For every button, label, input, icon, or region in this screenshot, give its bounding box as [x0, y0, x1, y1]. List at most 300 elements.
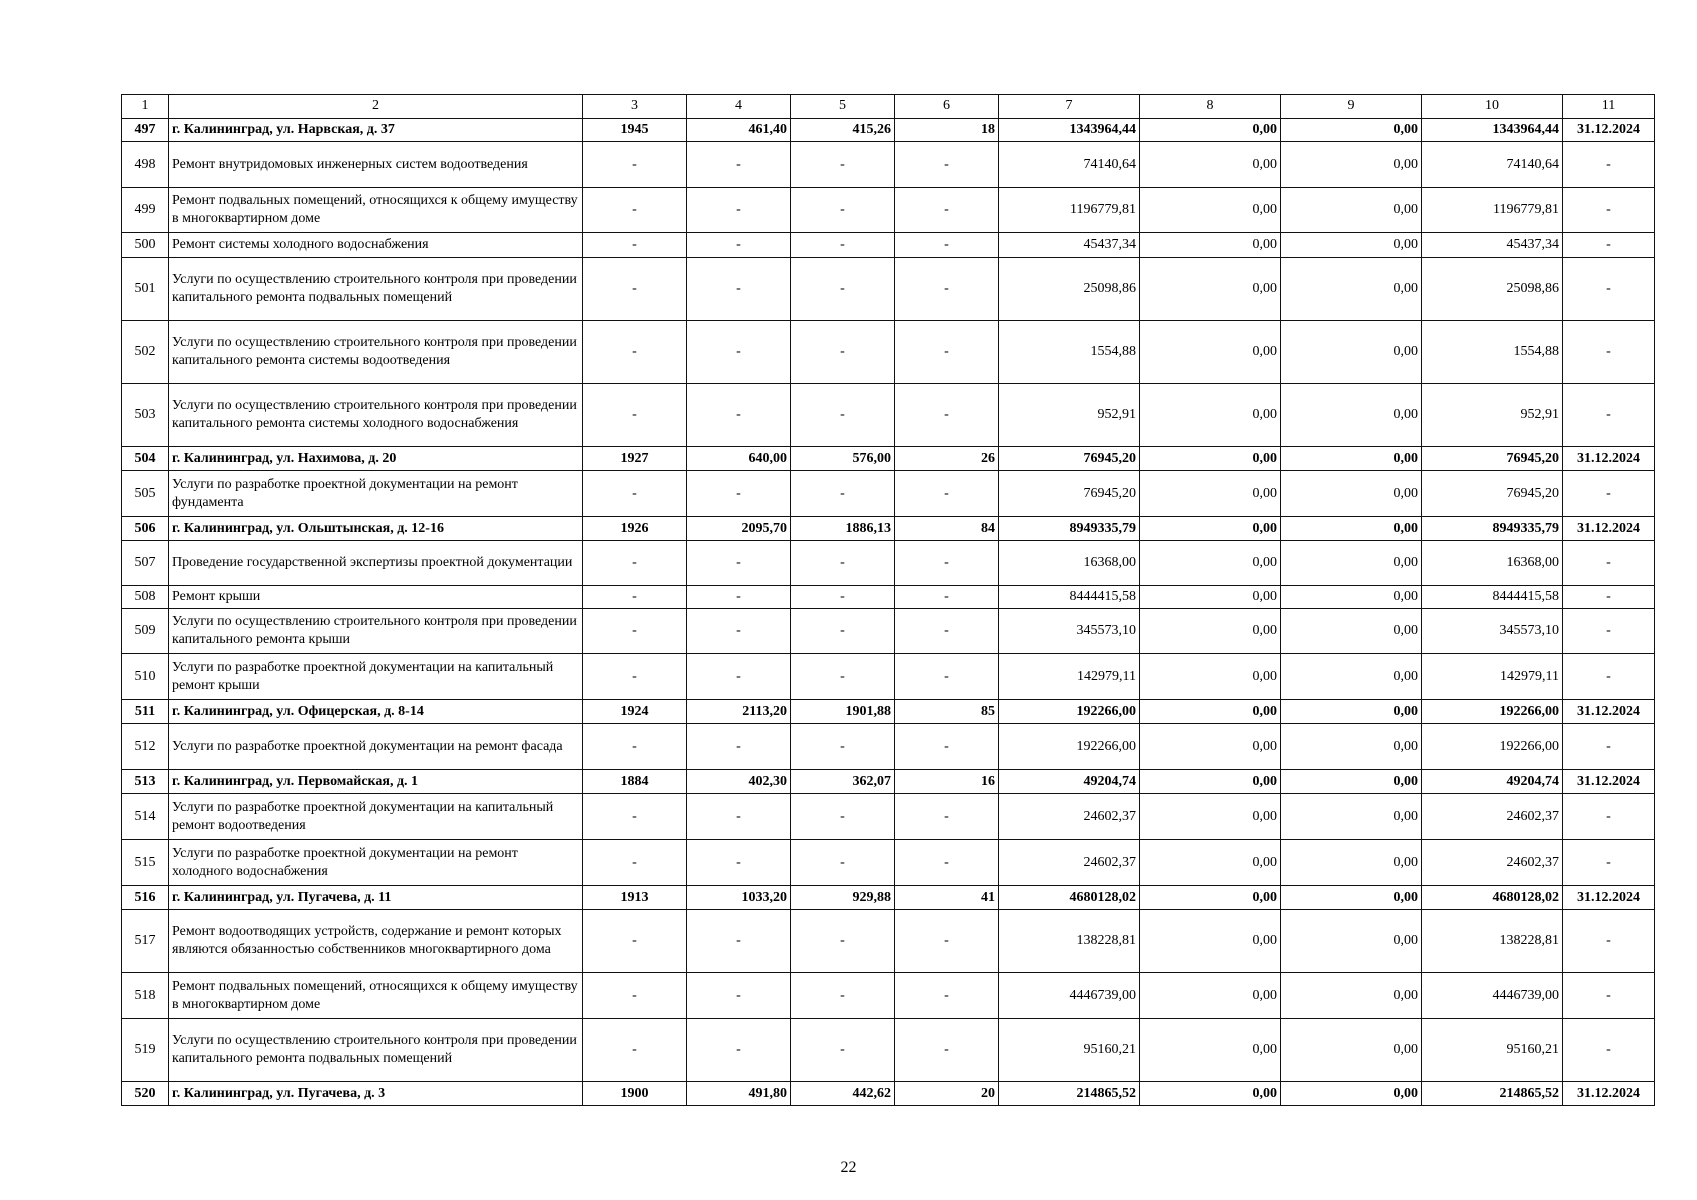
work-row: [122, 258, 1655, 321]
deadline-cell: 31.12.2024: [1563, 517, 1655, 541]
cost-fund-cell: 0,00: [1140, 188, 1281, 233]
cost-owners-cell: 8949335,79: [1422, 517, 1563, 541]
area-total-cell: -: [687, 1019, 791, 1082]
header-cell: 2: [169, 95, 583, 119]
cost-fund-cell: 0,00: [1140, 973, 1281, 1019]
year-cell: -: [583, 321, 687, 384]
year-cell: 1926: [583, 517, 687, 541]
year-cell: -: [583, 586, 687, 609]
deadline-cell: 31.12.2024: [1563, 770, 1655, 794]
cost-budget-cell: 0,00: [1281, 447, 1422, 471]
cost-budget-cell: 0,00: [1281, 384, 1422, 447]
description-cell: г. Калининград, ул. Пугачева, д. 11: [169, 886, 583, 910]
cost-budget-cell: 0,00: [1281, 1082, 1422, 1106]
work-row: [122, 1019, 1655, 1082]
residents-cell: 18: [895, 119, 999, 142]
area-total-cell: -: [687, 258, 791, 321]
cost-fund-cell: 0,00: [1140, 1019, 1281, 1082]
cost-budget-cell: 0,00: [1281, 840, 1422, 886]
cost-budget-cell: 0,00: [1281, 654, 1422, 700]
area-total-cell: -: [687, 142, 791, 188]
cost-owners-cell: 138228,81: [1422, 910, 1563, 973]
row-number-cell: 514: [122, 794, 169, 840]
area-living-cell: -: [791, 384, 895, 447]
area-living-cell: -: [791, 609, 895, 654]
year-cell: -: [583, 973, 687, 1019]
address-row: [122, 447, 1655, 471]
cost-fund-cell: 0,00: [1140, 724, 1281, 770]
header-cell: 4: [687, 95, 791, 119]
header-cell: 8: [1140, 95, 1281, 119]
work-row: [122, 794, 1655, 840]
description-cell: Услуги по осуществлению строительного контроля при проведении капитального ремонта системы водоотведения: [169, 321, 583, 384]
row-number-cell: 513: [122, 770, 169, 794]
cost-fund-cell: 0,00: [1140, 1082, 1281, 1106]
cost-total-cell: 4680128,02: [999, 886, 1140, 910]
area-living-cell: -: [791, 321, 895, 384]
deadline-cell: -: [1563, 258, 1655, 321]
area-total-cell: -: [687, 321, 791, 384]
description-cell: Ремонт подвальных помещений, относящихся к общему имуществу в многоквартирном доме: [169, 188, 583, 233]
address-row: [122, 770, 1655, 794]
work-row: [122, 840, 1655, 886]
cost-owners-cell: 24602,37: [1422, 794, 1563, 840]
header-cell: 5: [791, 95, 895, 119]
header-cell: 1: [122, 95, 169, 119]
work-row: [122, 654, 1655, 700]
header-cell: 11: [1563, 95, 1655, 119]
residents-cell: -: [895, 654, 999, 700]
cost-fund-cell: 0,00: [1140, 119, 1281, 142]
area-total-cell: -: [687, 586, 791, 609]
cost-total-cell: 95160,21: [999, 1019, 1140, 1082]
row-number-cell: 508: [122, 586, 169, 609]
residents-cell: -: [895, 609, 999, 654]
description-cell: Услуги по осуществлению строительного контроля при проведении капитального ремонта системы холодного водоснабжения: [169, 384, 583, 447]
work-row: [122, 384, 1655, 447]
cost-fund-cell: 0,00: [1140, 541, 1281, 586]
cost-total-cell: 142979,11: [999, 654, 1140, 700]
cost-owners-cell: 74140,64: [1422, 142, 1563, 188]
row-number-cell: 503: [122, 384, 169, 447]
deadline-cell: -: [1563, 654, 1655, 700]
area-living-cell: -: [791, 654, 895, 700]
row-number-cell: 497: [122, 119, 169, 142]
description-cell: Ремонт системы холодного водоснабжения: [169, 233, 583, 258]
year-cell: -: [583, 910, 687, 973]
deadline-cell: 31.12.2024: [1563, 119, 1655, 142]
description-cell: Ремонт водоотводящих устройств, содержание и ремонт которых являются обязанностью собственников многоквартирного дома: [169, 910, 583, 973]
area-total-cell: -: [687, 188, 791, 233]
year-cell: -: [583, 654, 687, 700]
cost-budget-cell: 0,00: [1281, 541, 1422, 586]
area-living-cell: -: [791, 840, 895, 886]
cost-budget-cell: 0,00: [1281, 188, 1422, 233]
description-cell: г. Калининград, ул. Нарвская, д. 37: [169, 119, 583, 142]
deadline-cell: 31.12.2024: [1563, 700, 1655, 724]
area-total-cell: 640,00: [687, 447, 791, 471]
cost-budget-cell: 0,00: [1281, 321, 1422, 384]
work-row: [122, 471, 1655, 517]
year-cell: 1913: [583, 886, 687, 910]
row-number-cell: 500: [122, 233, 169, 258]
work-row: [122, 586, 1655, 609]
address-row: [122, 517, 1655, 541]
header-cell: 6: [895, 95, 999, 119]
description-cell: Услуги по разработке проектной документации на ремонт фундамента: [169, 471, 583, 517]
cost-fund-cell: 0,00: [1140, 384, 1281, 447]
cost-fund-cell: 0,00: [1140, 840, 1281, 886]
year-cell: 1945: [583, 119, 687, 142]
area-living-cell: 362,07: [791, 770, 895, 794]
cost-fund-cell: 0,00: [1140, 447, 1281, 471]
cost-fund-cell: 0,00: [1140, 886, 1281, 910]
residents-cell: -: [895, 258, 999, 321]
year-cell: -: [583, 794, 687, 840]
cost-total-cell: 952,91: [999, 384, 1140, 447]
area-total-cell: -: [687, 233, 791, 258]
row-number-cell: 505: [122, 471, 169, 517]
cost-budget-cell: 0,00: [1281, 119, 1422, 142]
cost-owners-cell: 95160,21: [1422, 1019, 1563, 1082]
deadline-cell: -: [1563, 321, 1655, 384]
area-total-cell: -: [687, 840, 791, 886]
cost-total-cell: 49204,74: [999, 770, 1140, 794]
cost-budget-cell: 0,00: [1281, 770, 1422, 794]
row-number-cell: 515: [122, 840, 169, 886]
area-total-cell: 2095,70: [687, 517, 791, 541]
description-cell: Ремонт внутридомовых инженерных систем водоотведения: [169, 142, 583, 188]
deadline-cell: -: [1563, 840, 1655, 886]
residents-cell: -: [895, 321, 999, 384]
deadline-cell: 31.12.2024: [1563, 447, 1655, 471]
row-number-cell: 512: [122, 724, 169, 770]
deadline-cell: 31.12.2024: [1563, 886, 1655, 910]
cost-budget-cell: 0,00: [1281, 142, 1422, 188]
deadline-cell: -: [1563, 471, 1655, 517]
cost-fund-cell: 0,00: [1140, 609, 1281, 654]
description-cell: г. Калининград, ул. Ольштынская, д. 12-16: [169, 517, 583, 541]
cost-budget-cell: 0,00: [1281, 886, 1422, 910]
area-total-cell: 491,80: [687, 1082, 791, 1106]
cost-owners-cell: 4680128,02: [1422, 886, 1563, 910]
year-cell: -: [583, 541, 687, 586]
cost-total-cell: 45437,34: [999, 233, 1140, 258]
cost-owners-cell: 8444415,58: [1422, 586, 1563, 609]
cost-fund-cell: 0,00: [1140, 142, 1281, 188]
row-number-cell: 507: [122, 541, 169, 586]
description-cell: г. Калининград, ул. Пугачева, д. 3: [169, 1082, 583, 1106]
area-total-cell: -: [687, 973, 791, 1019]
cost-owners-cell: 45437,34: [1422, 233, 1563, 258]
area-living-cell: -: [791, 471, 895, 517]
year-cell: -: [583, 233, 687, 258]
cost-fund-cell: 0,00: [1140, 770, 1281, 794]
year-cell: -: [583, 840, 687, 886]
residents-cell: 85: [895, 700, 999, 724]
cost-budget-cell: 0,00: [1281, 609, 1422, 654]
cost-budget-cell: 0,00: [1281, 973, 1422, 1019]
residents-cell: -: [895, 142, 999, 188]
row-number-cell: 502: [122, 321, 169, 384]
cost-owners-cell: 345573,10: [1422, 609, 1563, 654]
description-cell: Услуги по разработке проектной документации на капитальный ремонт крыши: [169, 654, 583, 700]
row-number-cell: 510: [122, 654, 169, 700]
cost-budget-cell: 0,00: [1281, 910, 1422, 973]
cost-budget-cell: 0,00: [1281, 1019, 1422, 1082]
area-living-cell: 442,62: [791, 1082, 895, 1106]
cost-fund-cell: 0,00: [1140, 471, 1281, 517]
year-cell: 1924: [583, 700, 687, 724]
deadline-cell: -: [1563, 142, 1655, 188]
area-total-cell: -: [687, 541, 791, 586]
cost-total-cell: 1554,88: [999, 321, 1140, 384]
row-number-cell: 518: [122, 973, 169, 1019]
cost-owners-cell: 4446739,00: [1422, 973, 1563, 1019]
residents-cell: 84: [895, 517, 999, 541]
deadline-cell: -: [1563, 384, 1655, 447]
row-number-cell: 506: [122, 517, 169, 541]
work-row: [122, 724, 1655, 770]
work-row: [122, 188, 1655, 233]
deadline-cell: -: [1563, 794, 1655, 840]
area-total-cell: -: [687, 654, 791, 700]
cost-total-cell: 8949335,79: [999, 517, 1140, 541]
cost-total-cell: 192266,00: [999, 724, 1140, 770]
residents-cell: -: [895, 973, 999, 1019]
deadline-cell: -: [1563, 1019, 1655, 1082]
area-total-cell: 402,30: [687, 770, 791, 794]
work-row: [122, 973, 1655, 1019]
description-cell: Услуги по осуществлению строительного контроля при проведении капитального ремонта крыши: [169, 609, 583, 654]
year-cell: 1900: [583, 1082, 687, 1106]
year-cell: 1884: [583, 770, 687, 794]
cost-owners-cell: 192266,00: [1422, 700, 1563, 724]
address-row: [122, 119, 1655, 142]
cost-total-cell: 24602,37: [999, 794, 1140, 840]
address-row: [122, 1082, 1655, 1106]
year-cell: -: [583, 258, 687, 321]
deadline-cell: -: [1563, 233, 1655, 258]
cost-fund-cell: 0,00: [1140, 700, 1281, 724]
area-living-cell: -: [791, 794, 895, 840]
cost-owners-cell: 49204,74: [1422, 770, 1563, 794]
year-cell: -: [583, 188, 687, 233]
row-number-cell: 509: [122, 609, 169, 654]
description-cell: Услуги по разработке проектной документации на капитальный ремонт водоотведения: [169, 794, 583, 840]
area-living-cell: 576,00: [791, 447, 895, 471]
cost-total-cell: 345573,10: [999, 609, 1140, 654]
year-cell: 1927: [583, 447, 687, 471]
year-cell: -: [583, 724, 687, 770]
cost-total-cell: 8444415,58: [999, 586, 1140, 609]
area-living-cell: -: [791, 258, 895, 321]
cost-budget-cell: 0,00: [1281, 233, 1422, 258]
area-living-cell: -: [791, 910, 895, 973]
row-number-cell: 516: [122, 886, 169, 910]
description-cell: Ремонт крыши: [169, 586, 583, 609]
residents-cell: -: [895, 1019, 999, 1082]
work-row: [122, 233, 1655, 258]
area-total-cell: -: [687, 471, 791, 517]
cost-owners-cell: 76945,20: [1422, 471, 1563, 517]
residents-cell: 26: [895, 447, 999, 471]
area-living-cell: -: [791, 188, 895, 233]
deadline-cell: -: [1563, 724, 1655, 770]
cost-budget-cell: 0,00: [1281, 471, 1422, 517]
cost-owners-cell: 192266,00: [1422, 724, 1563, 770]
residents-cell: -: [895, 541, 999, 586]
area-total-cell: -: [687, 794, 791, 840]
column-number-header-row: [122, 95, 1655, 119]
year-cell: -: [583, 1019, 687, 1082]
area-living-cell: -: [791, 724, 895, 770]
area-living-cell: -: [791, 973, 895, 1019]
cost-total-cell: 138228,81: [999, 910, 1140, 973]
cost-fund-cell: 0,00: [1140, 321, 1281, 384]
cost-budget-cell: 0,00: [1281, 586, 1422, 609]
deadline-cell: -: [1563, 188, 1655, 233]
row-number-cell: 511: [122, 700, 169, 724]
cost-total-cell: 74140,64: [999, 142, 1140, 188]
row-number-cell: 501: [122, 258, 169, 321]
cost-total-cell: 16368,00: [999, 541, 1140, 586]
area-total-cell: -: [687, 609, 791, 654]
work-row: [122, 910, 1655, 973]
description-cell: г. Калининград, ул. Офицерская, д. 8-14: [169, 700, 583, 724]
cost-owners-cell: 24602,37: [1422, 840, 1563, 886]
cost-fund-cell: 0,00: [1140, 910, 1281, 973]
residents-cell: -: [895, 724, 999, 770]
year-cell: -: [583, 609, 687, 654]
work-row: [122, 541, 1655, 586]
cost-budget-cell: 0,00: [1281, 700, 1422, 724]
cost-fund-cell: 0,00: [1140, 517, 1281, 541]
residents-cell: -: [895, 471, 999, 517]
cost-total-cell: 214865,52: [999, 1082, 1140, 1106]
residents-cell: -: [895, 233, 999, 258]
cost-total-cell: 25098,86: [999, 258, 1140, 321]
address-row: [122, 886, 1655, 910]
repair-registry-table: [121, 94, 1655, 1106]
cost-owners-cell: 25098,86: [1422, 258, 1563, 321]
area-living-cell: -: [791, 586, 895, 609]
area-total-cell: 1033,20: [687, 886, 791, 910]
deadline-cell: -: [1563, 973, 1655, 1019]
cost-owners-cell: 1554,88: [1422, 321, 1563, 384]
area-total-cell: -: [687, 910, 791, 973]
description-cell: Проведение государственной экспертизы проектной документации: [169, 541, 583, 586]
residents-cell: 16: [895, 770, 999, 794]
cost-total-cell: 76945,20: [999, 447, 1140, 471]
year-cell: -: [583, 471, 687, 517]
residents-cell: -: [895, 384, 999, 447]
row-number-cell: 520: [122, 1082, 169, 1106]
cost-total-cell: 1343964,44: [999, 119, 1140, 142]
description-cell: Услуги по осуществлению строительного контроля при проведении капитального ремонта подвальных помещений: [169, 258, 583, 321]
row-number-cell: 498: [122, 142, 169, 188]
description-cell: Ремонт подвальных помещений, относящихся к общему имуществу в многоквартирном доме: [169, 973, 583, 1019]
deadline-cell: -: [1563, 586, 1655, 609]
cost-budget-cell: 0,00: [1281, 794, 1422, 840]
cost-owners-cell: 1196779,81: [1422, 188, 1563, 233]
cost-budget-cell: 0,00: [1281, 517, 1422, 541]
row-number-cell: 519: [122, 1019, 169, 1082]
residents-cell: 20: [895, 1082, 999, 1106]
cost-fund-cell: 0,00: [1140, 233, 1281, 258]
area-living-cell: 1886,13: [791, 517, 895, 541]
cost-total-cell: 76945,20: [999, 471, 1140, 517]
residents-cell: 41: [895, 886, 999, 910]
cost-owners-cell: 214865,52: [1422, 1082, 1563, 1106]
description-cell: Услуги по разработке проектной документации на ремонт фасада: [169, 724, 583, 770]
residents-cell: -: [895, 188, 999, 233]
area-living-cell: -: [791, 1019, 895, 1082]
cost-total-cell: 1196779,81: [999, 188, 1140, 233]
area-living-cell: 415,26: [791, 119, 895, 142]
cost-fund-cell: 0,00: [1140, 586, 1281, 609]
work-row: [122, 321, 1655, 384]
area-living-cell: 929,88: [791, 886, 895, 910]
deadline-cell: -: [1563, 609, 1655, 654]
cost-total-cell: 192266,00: [999, 700, 1140, 724]
year-cell: -: [583, 384, 687, 447]
area-living-cell: 1901,88: [791, 700, 895, 724]
cost-total-cell: 4446739,00: [999, 973, 1140, 1019]
cost-owners-cell: 76945,20: [1422, 447, 1563, 471]
residents-cell: -: [895, 794, 999, 840]
row-number-cell: 504: [122, 447, 169, 471]
deadline-cell: -: [1563, 541, 1655, 586]
deadline-cell: -: [1563, 910, 1655, 973]
year-cell: -: [583, 142, 687, 188]
cost-fund-cell: 0,00: [1140, 794, 1281, 840]
cost-fund-cell: 0,00: [1140, 258, 1281, 321]
cost-budget-cell: 0,00: [1281, 724, 1422, 770]
area-living-cell: -: [791, 233, 895, 258]
work-row: [122, 142, 1655, 188]
description-cell: Услуги по осуществлению строительного контроля при проведении капитального ремонта подвальных помещений: [169, 1019, 583, 1082]
cost-owners-cell: 16368,00: [1422, 541, 1563, 586]
cost-budget-cell: 0,00: [1281, 258, 1422, 321]
header-cell: 7: [999, 95, 1140, 119]
area-total-cell: -: [687, 724, 791, 770]
residents-cell: -: [895, 840, 999, 886]
cost-owners-cell: 1343964,44: [1422, 119, 1563, 142]
address-row: [122, 700, 1655, 724]
residents-cell: -: [895, 910, 999, 973]
description-cell: Услуги по разработке проектной документации на ремонт холодного водоснабжения: [169, 840, 583, 886]
cost-owners-cell: 142979,11: [1422, 654, 1563, 700]
row-number-cell: 499: [122, 188, 169, 233]
row-number-cell: 517: [122, 910, 169, 973]
cost-owners-cell: 952,91: [1422, 384, 1563, 447]
area-living-cell: -: [791, 142, 895, 188]
header-cell: 10: [1422, 95, 1563, 119]
description-cell: г. Калининград, ул. Нахимова, д. 20: [169, 447, 583, 471]
page-number: 22: [840, 1159, 857, 1176]
residents-cell: -: [895, 586, 999, 609]
description-cell: г. Калининград, ул. Первомайская, д. 1: [169, 770, 583, 794]
area-total-cell: 461,40: [687, 119, 791, 142]
area-total-cell: -: [687, 384, 791, 447]
area-total-cell: 2113,20: [687, 700, 791, 724]
area-living-cell: -: [791, 541, 895, 586]
work-row: [122, 609, 1655, 654]
cost-total-cell: 24602,37: [999, 840, 1140, 886]
deadline-cell: 31.12.2024: [1563, 1082, 1655, 1106]
cost-fund-cell: 0,00: [1140, 654, 1281, 700]
